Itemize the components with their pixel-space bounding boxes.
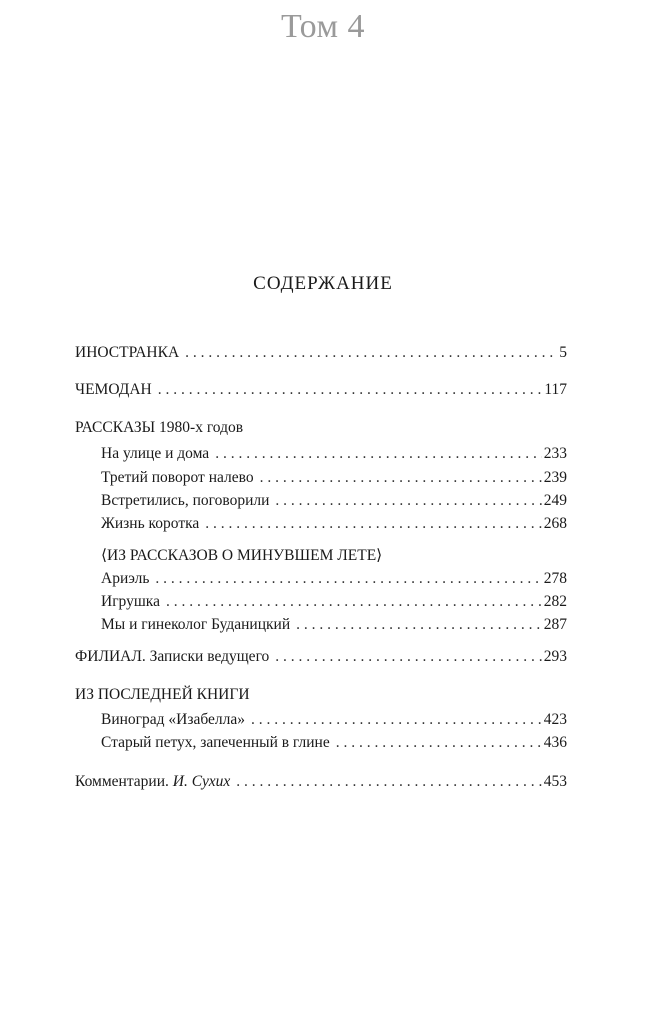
toc-entry: [101, 515, 567, 537]
toc-section-last-book: ИЗ ПОСЛЕДНЕЙ КНИГИ: [75, 686, 250, 703]
toc-entry-page: 282: [543, 593, 567, 610]
toc-entry-title: Ариэль: [101, 570, 150, 587]
commentary-label: Комментарии.: [75, 773, 169, 790]
toc-subsection-past-summer: ⟨ИЗ РАССКАЗОВ О МИНУВШЕМ ЛЕТЕ⟩: [101, 547, 383, 564]
toc-section-stories-1980s: РАССКАЗЫ 1980-х годов: [75, 419, 244, 436]
toc-entry-title: [75, 773, 236, 791]
dot-leader: [296, 616, 542, 634]
dot-leader: [336, 734, 542, 752]
dot-leader: [236, 773, 542, 791]
toc-entry-title: На улице и дома: [101, 445, 210, 462]
toc-entry: [101, 711, 567, 733]
volume-title: Том 4: [280, 8, 366, 45]
toc-entry-commentary: [75, 773, 567, 795]
toc-entry-title: Третий поворот налево: [101, 469, 254, 486]
toc-entry-title: ЧЕМОДАН: [75, 381, 152, 398]
toc-entry: [101, 593, 567, 615]
dot-leader: [155, 570, 541, 588]
toc-entry-page: 293: [543, 648, 567, 665]
toc-entry-title: Игрушка: [101, 593, 160, 610]
toc-entry: [101, 492, 567, 514]
toc-entry-page: 278: [543, 570, 567, 587]
toc-entry-page: 453: [543, 773, 567, 790]
toc-entry-title: ИНОСТРАНКА: [75, 344, 180, 361]
toc-entry-title: Встретились, поговорили: [101, 492, 270, 509]
dot-leader: [251, 711, 542, 729]
toc-entry-page: 287: [543, 616, 567, 633]
toc-entry-title: Старый петух, запеченный в глине: [101, 734, 330, 751]
dot-leader: [215, 445, 542, 463]
toc-entry-filial: [75, 648, 567, 670]
toc-entry-inostranka: [75, 344, 567, 366]
dot-leader: [275, 648, 541, 666]
dot-leader: [260, 469, 542, 487]
toc-entry-chemodan: [75, 381, 567, 403]
toc-entry-page: 233: [543, 445, 567, 462]
toc-entry-page: 436: [543, 734, 567, 751]
toc-entry-title: ФИЛИАЛ. Записки ведущего: [75, 648, 270, 665]
dot-leader: [166, 593, 542, 611]
commentary-author: И. Сухих: [172, 773, 231, 790]
dot-leader: [158, 381, 543, 399]
toc-entry-page: 5: [559, 344, 567, 361]
dot-leader: [205, 515, 541, 533]
toc-entry-title: Виноград «Изабелла»: [101, 711, 246, 728]
toc-heading: СОДЕРЖАНИЕ: [253, 273, 393, 294]
toc-entry: [101, 469, 567, 491]
dot-leader: [275, 492, 541, 510]
toc-entry-page: 249: [543, 492, 567, 509]
toc-entry: [101, 734, 567, 756]
toc-entry-page: 423: [543, 711, 567, 728]
toc-entry-page: 268: [543, 515, 567, 532]
toc-entry-title: Мы и гинеколог Буданицкий: [101, 616, 291, 633]
toc-entry: [101, 570, 567, 592]
dot-leader: [185, 344, 557, 362]
toc-entry-page: 117: [544, 381, 567, 398]
toc-entry-page: 239: [543, 469, 567, 486]
toc-entry: [101, 616, 567, 638]
toc-entry: [101, 445, 567, 467]
toc-entry-title: Жизнь коротка: [101, 515, 200, 532]
